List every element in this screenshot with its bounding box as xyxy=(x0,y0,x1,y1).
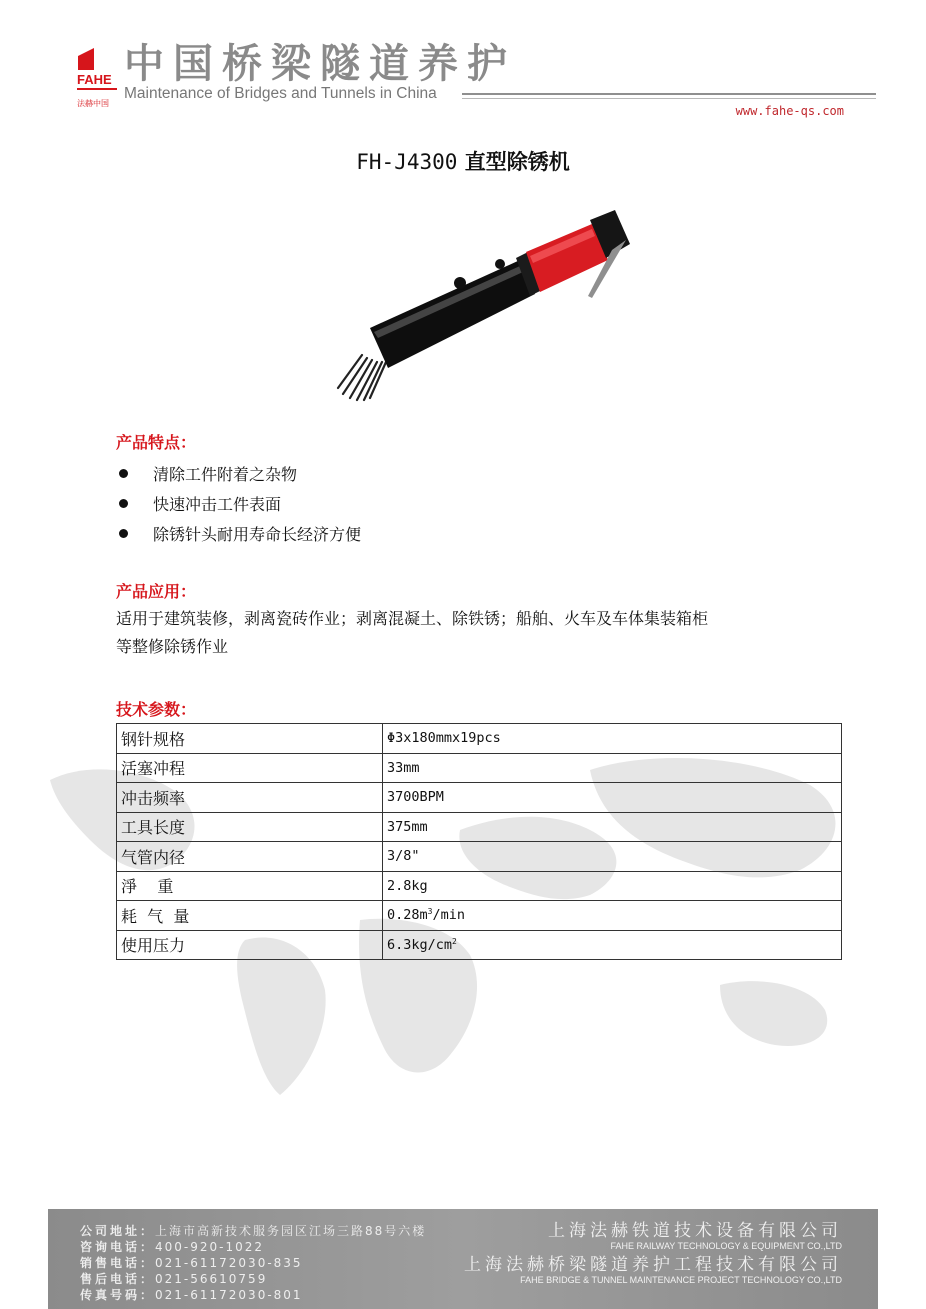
features-heading: 产品特点： xyxy=(116,433,197,452)
fahe-logo xyxy=(74,44,120,110)
spec-name: 气管内径 xyxy=(117,842,383,872)
contact-row xyxy=(80,1223,426,1239)
spec-unit-exponent: 3 xyxy=(427,907,433,917)
brand-title-cn: 中国桥梁隧道养护 xyxy=(124,41,516,87)
application-text xyxy=(116,605,836,661)
spec-value: 33mm xyxy=(383,753,842,783)
company-block-railway xyxy=(548,1221,842,1252)
feature-text: 清除工件附着之杂物 xyxy=(153,464,298,484)
company-block-bridge xyxy=(464,1255,842,1286)
spec-value: 0.28m xyxy=(387,907,428,924)
spec-unit-exponent: 2 xyxy=(452,936,457,946)
bullet-icon xyxy=(119,469,128,478)
feature-item xyxy=(116,458,361,488)
spec-name: 淨 重 xyxy=(117,871,383,901)
contact-value: 021-61172030-801 xyxy=(155,1288,303,1302)
header-divider xyxy=(462,93,876,95)
spec-name: 使用压力 xyxy=(117,930,383,960)
svg-text:FAHE: FAHE xyxy=(77,72,112,87)
contact-row xyxy=(80,1287,426,1303)
spec-name: 耗 气 量 xyxy=(117,901,383,931)
spec-name: 活塞冲程 xyxy=(117,753,383,783)
contact-value: 021-56610759 xyxy=(155,1272,268,1286)
spec-value: Φ3x180mmx19pcs xyxy=(383,724,842,754)
spec-value: 375mm xyxy=(383,812,842,842)
product-name: 直型除锈机 xyxy=(464,150,570,174)
footer-bar xyxy=(48,1209,878,1309)
contact-label: 销售电话： xyxy=(80,1256,156,1270)
application-heading: 产品应用： xyxy=(116,582,197,601)
contact-label: 公司地址： xyxy=(80,1224,156,1238)
feature-text: 除锈针头耐用寿命长经济方便 xyxy=(153,524,362,544)
contact-value: 021-61172030-835 xyxy=(155,1256,303,1270)
feature-text: 快速冲击工件表面 xyxy=(153,494,282,514)
website-link[interactable]: www.fahe-qs.com xyxy=(735,104,844,118)
header-divider-thin xyxy=(462,98,876,99)
company-name-en: FAHE RAILWAY TECHNOLOGY & EQUIPMENT CO.,LTD xyxy=(610,1241,842,1251)
feature-item xyxy=(116,488,361,518)
contact-row xyxy=(80,1239,426,1255)
table-row xyxy=(117,753,842,783)
table-row xyxy=(117,724,842,754)
contact-list xyxy=(80,1223,426,1303)
bullet-icon xyxy=(119,529,128,538)
table-row xyxy=(117,842,842,872)
spec-value: 3/8" xyxy=(383,842,842,872)
table-row xyxy=(117,930,842,960)
table-row xyxy=(117,812,842,842)
feature-item xyxy=(116,518,361,548)
spec-value: 3700BPM xyxy=(383,783,842,813)
feature-list xyxy=(116,458,361,548)
page-title xyxy=(0,146,926,176)
contact-value: 400-920-1022 xyxy=(155,1240,265,1254)
spec-unit-suffix: /min xyxy=(432,907,465,924)
contact-value: 上海市高新技术服务园区江场三路88号六楼 xyxy=(155,1224,427,1238)
spec-value: 6.3kg/cm xyxy=(387,936,453,953)
specs-heading: 技术参数： xyxy=(116,700,197,719)
spec-value: 2.8kg xyxy=(383,871,842,901)
spec-name: 钢针规格 xyxy=(117,724,383,754)
spec-name: 冲击频率 xyxy=(117,783,383,813)
contact-row xyxy=(80,1255,426,1271)
bullet-icon xyxy=(119,499,128,508)
logo-subtext: 法赫中国 xyxy=(77,99,109,108)
table-row xyxy=(117,871,842,901)
spec-name: 工具长度 xyxy=(117,812,383,842)
table-row xyxy=(117,783,842,813)
contact-row xyxy=(80,1271,426,1287)
application-line: 适用于建筑装修，剥离瓷砖作业；剥离混凝土、除铁锈；船舶、火车及车体集装箱柜 xyxy=(116,609,709,628)
contact-label: 传真号码： xyxy=(80,1288,156,1302)
contact-label: 咨询电话： xyxy=(80,1240,156,1254)
product-model: FH-J4300 xyxy=(356,150,458,174)
spec-value-cell xyxy=(383,930,842,960)
spec-table xyxy=(116,723,842,960)
application-line: 等整修除锈作业 xyxy=(116,637,229,656)
company-name-en: FAHE BRIDGE & TUNNEL MAINTENANCE PROJECT TECHNOLOGY CO.,LTD xyxy=(520,1275,842,1285)
company-name-cn: 上海法赫桥梁隧道养护工程技术有限公司 xyxy=(464,1255,842,1275)
product-image xyxy=(330,210,640,405)
contact-label: 售后电话： xyxy=(80,1272,156,1286)
brand-title-en: Maintenance of Bridges and Tunnels in China xyxy=(124,85,437,102)
table-row xyxy=(117,901,842,931)
company-name-cn: 上海法赫铁道技术设备有限公司 xyxy=(548,1221,842,1241)
spec-value-cell xyxy=(383,901,842,931)
